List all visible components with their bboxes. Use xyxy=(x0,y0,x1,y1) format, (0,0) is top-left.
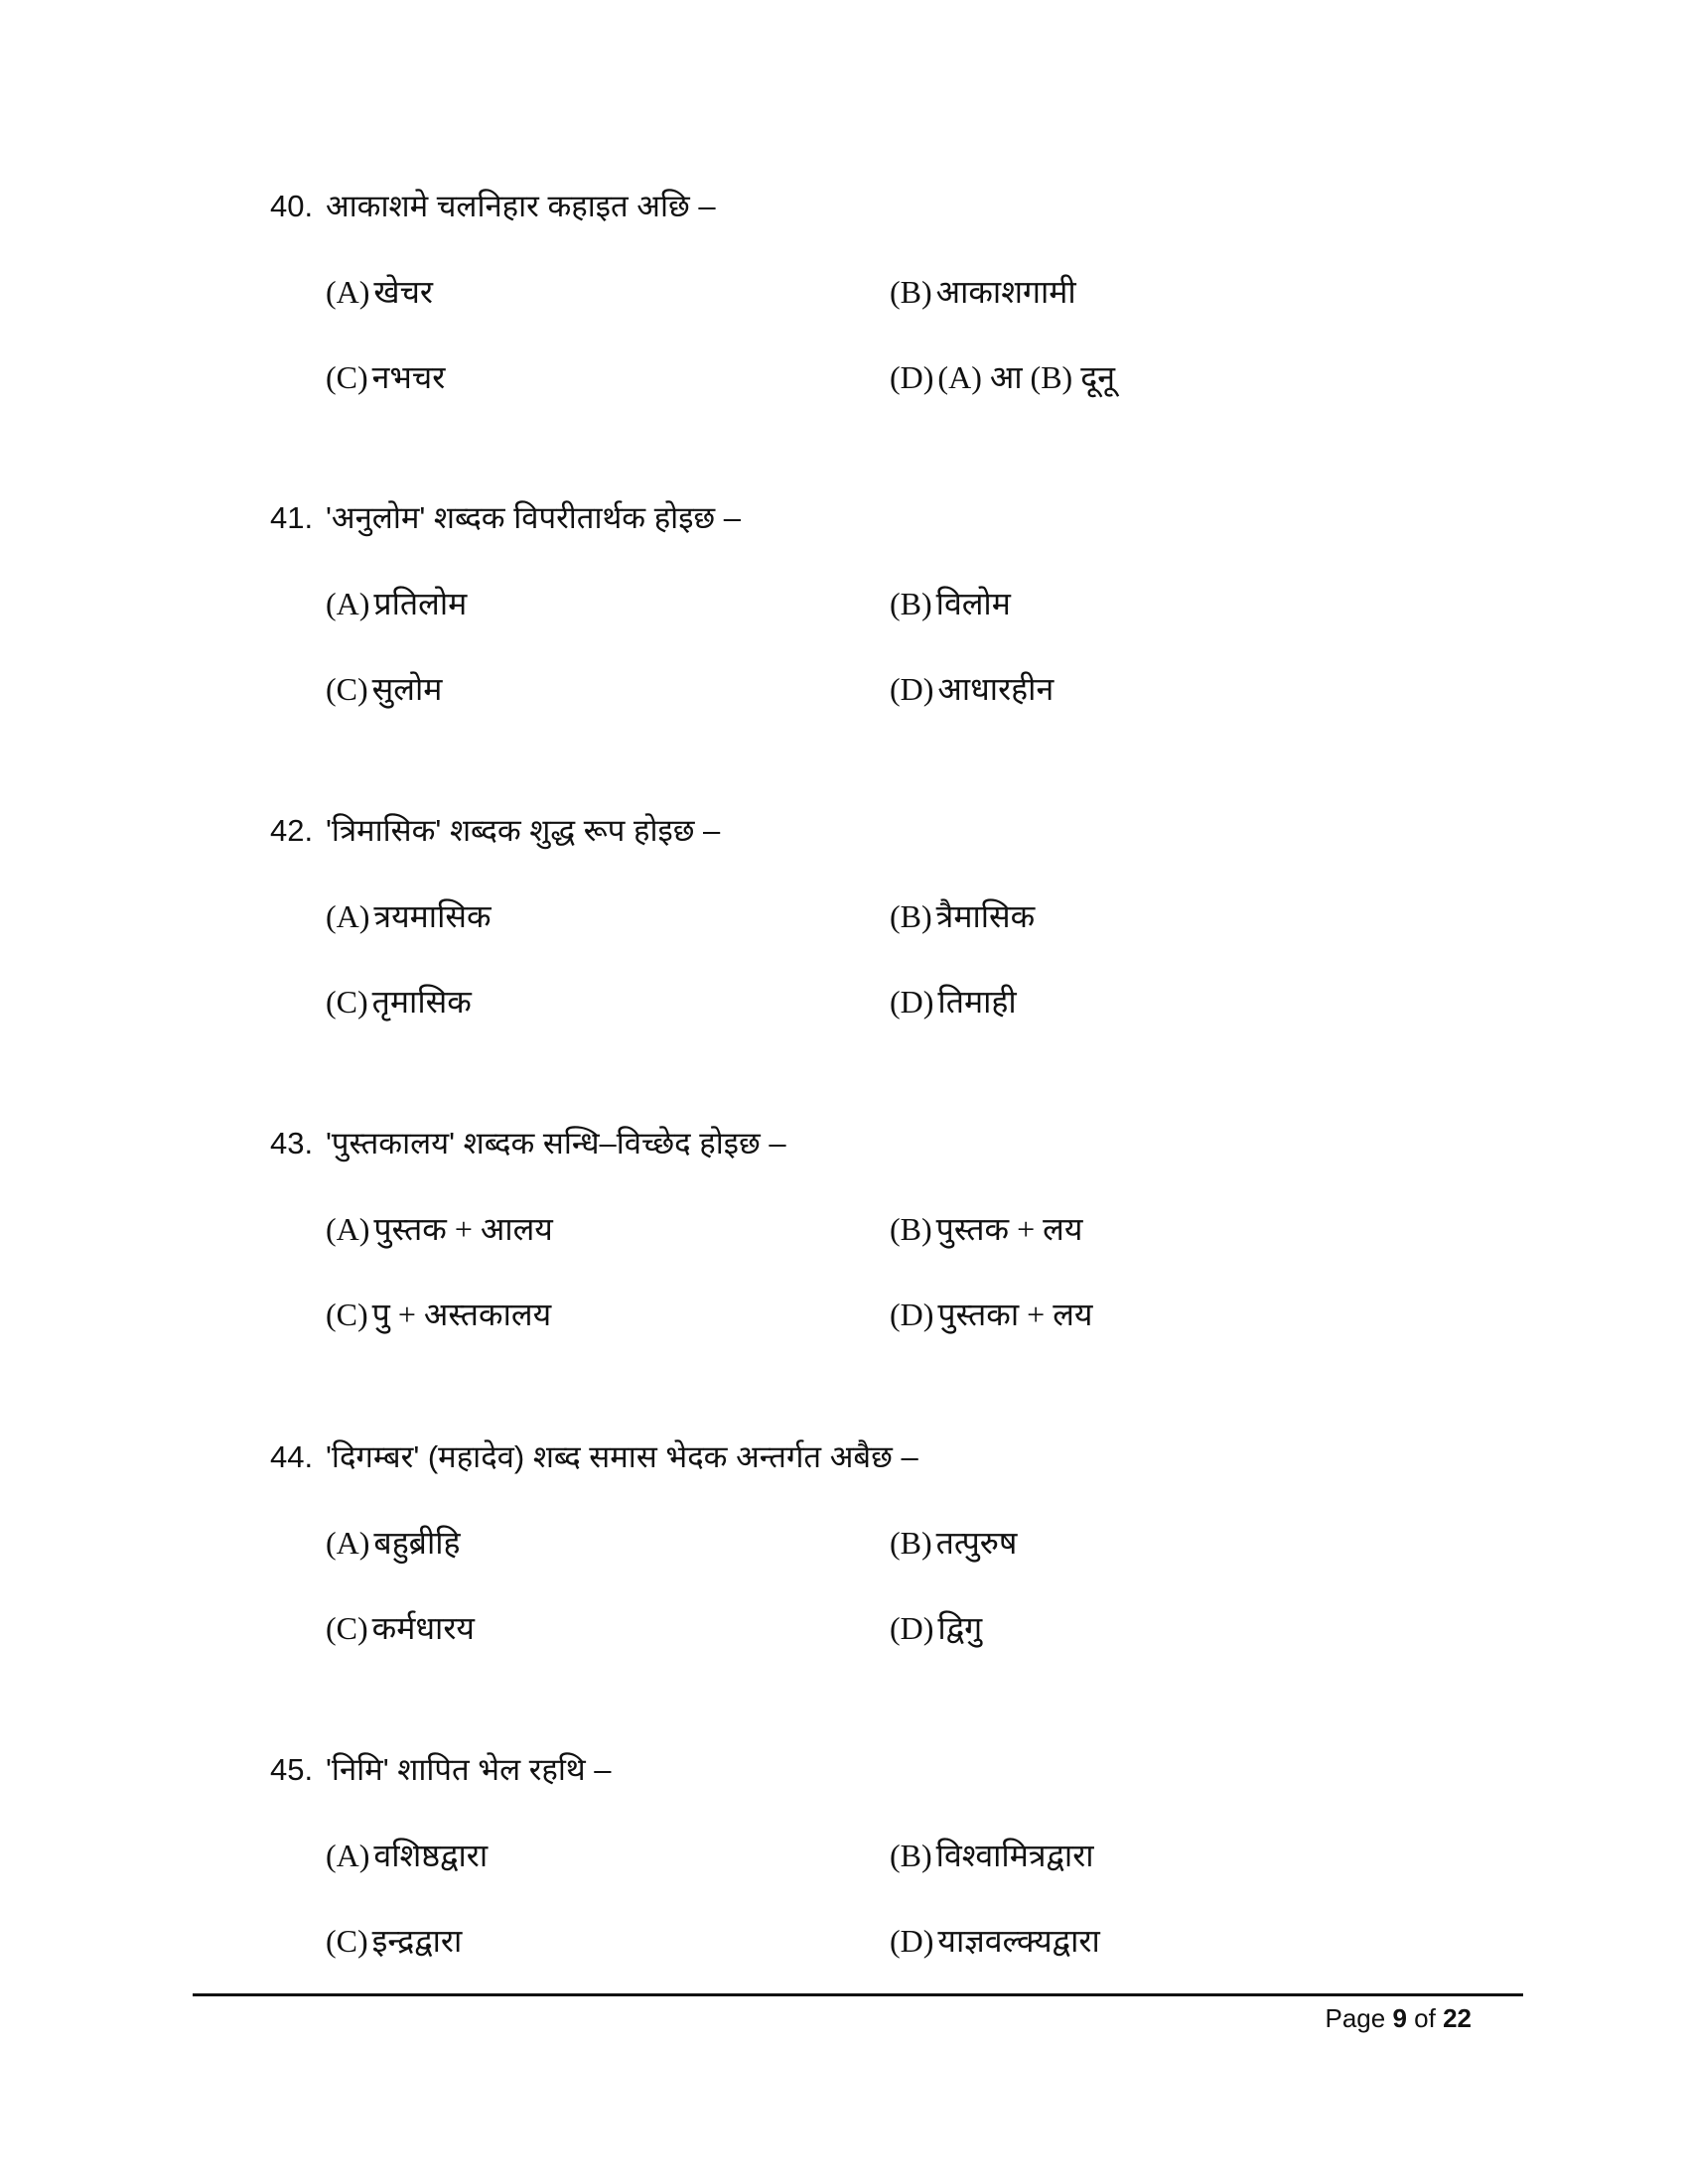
question-stem: 'दिगम्बर' (महादेव) शब्द समास भेदक अन्तर्गत अबैछ – xyxy=(326,1439,918,1474)
question-number: 40. xyxy=(270,189,314,223)
option-text: पु + अस्तकालय xyxy=(371,1297,552,1332)
option-text: आकाशगामी xyxy=(935,274,1076,310)
answer-option xyxy=(890,1293,1092,1335)
option-label: (D) xyxy=(890,984,934,1020)
page-number xyxy=(1325,2003,1472,2034)
question-stem: 'पुस्तकालय' शब्दक सन्धि–विच्छेद होइछ – xyxy=(326,1126,786,1160)
option-text: प्रतिलोम xyxy=(373,586,468,621)
question-text xyxy=(270,1122,786,1163)
answer-option xyxy=(326,894,492,937)
option-text: खेचर xyxy=(373,274,434,310)
option-text: त्रयमासिक xyxy=(373,898,492,934)
option-label: (C) xyxy=(326,359,368,395)
option-label: (A) xyxy=(326,1525,370,1561)
answer-option xyxy=(326,980,472,1023)
option-text: नभचर xyxy=(371,359,446,395)
option-label: (C) xyxy=(326,671,368,707)
question-number: 45. xyxy=(270,1752,314,1787)
option-label: (B) xyxy=(890,274,932,310)
question-text xyxy=(270,1748,612,1790)
option-text: इन्द्रद्वारा xyxy=(371,1923,463,1959)
option-text: पुस्तक + लय xyxy=(935,1211,1083,1247)
question-stem: आकाशमे चलनिहार कहाइत अछि – xyxy=(326,189,716,223)
answer-option xyxy=(890,270,1076,313)
answer-option xyxy=(326,582,467,624)
answer-option xyxy=(326,667,442,710)
option-label: (D) xyxy=(890,671,934,707)
question-stem: 'त्रिमासिक' शब्दक शुद्ध रूप होइछ – xyxy=(326,813,721,848)
option-label: (B) xyxy=(890,1211,932,1247)
option-label: (C) xyxy=(326,1610,368,1646)
option-text: आधारहीन xyxy=(937,671,1055,707)
question-text xyxy=(270,185,716,226)
answer-option xyxy=(890,1521,1017,1564)
question-text xyxy=(270,809,720,851)
page-word: Page xyxy=(1325,2003,1386,2033)
total-pages: 22 xyxy=(1443,2003,1472,2033)
option-label: (D) xyxy=(890,1923,934,1959)
option-label: (D) xyxy=(890,1610,934,1646)
option-text: त्रैमासिक xyxy=(935,898,1036,934)
answer-option xyxy=(326,1919,462,1962)
option-text: द्विगु xyxy=(937,1610,983,1646)
option-label: (B) xyxy=(890,586,932,621)
question-number: 43. xyxy=(270,1126,314,1160)
option-label: (A) xyxy=(326,274,370,310)
option-label: (A) xyxy=(326,586,370,621)
answer-option xyxy=(326,1606,475,1649)
option-label: (B) xyxy=(890,898,932,934)
footer-divider xyxy=(193,1993,1523,1996)
option-text: विश्वामित्रद्वारा xyxy=(935,1838,1094,1873)
answer-option xyxy=(890,1207,1082,1250)
option-text: तृमासिक xyxy=(371,984,472,1020)
option-label: (C) xyxy=(326,984,368,1020)
question-text xyxy=(270,1435,918,1477)
answer-option xyxy=(326,1521,461,1564)
question-stem: 'निमि' शापित भेल रहथि – xyxy=(326,1752,612,1787)
answer-option xyxy=(890,1919,1100,1962)
answer-option xyxy=(890,355,1115,398)
answer-option xyxy=(326,355,445,398)
option-label: (C) xyxy=(326,1923,368,1959)
option-text: तत्पुरुष xyxy=(935,1525,1018,1561)
question-number: 42. xyxy=(270,813,314,848)
option-label: (D) xyxy=(890,1297,934,1332)
answer-option xyxy=(890,980,1017,1023)
answer-option xyxy=(890,1606,982,1649)
answer-option xyxy=(326,1293,551,1335)
option-text: पुस्तका + लय xyxy=(937,1297,1093,1332)
option-label: (A) xyxy=(326,1211,370,1247)
answer-option xyxy=(890,894,1035,937)
answer-option xyxy=(326,1834,488,1876)
option-text: पुस्तक + आलय xyxy=(373,1211,553,1247)
option-text: कर्मधारय xyxy=(371,1610,475,1646)
option-label: (C) xyxy=(326,1297,368,1332)
answer-option xyxy=(326,1207,553,1250)
of-word: of xyxy=(1414,2003,1436,2033)
option-text: वशिष्ठद्वारा xyxy=(373,1838,489,1873)
question-text xyxy=(270,496,741,538)
option-label: (B) xyxy=(890,1838,932,1873)
option-text: (A) आ (B) दूनू xyxy=(937,359,1115,395)
current-page: 9 xyxy=(1392,2003,1407,2033)
answer-option xyxy=(326,270,433,313)
option-label: (D) xyxy=(890,359,934,395)
option-text: बहुब्रीहि xyxy=(373,1525,461,1561)
question-stem: 'अनुलोम' शब्दक विपरीतार्थक होइछ – xyxy=(326,500,742,535)
answer-option xyxy=(890,667,1054,710)
option-label: (B) xyxy=(890,1525,932,1561)
answer-option xyxy=(890,582,1011,624)
question-number: 41. xyxy=(270,500,314,535)
option-text: सुलोम xyxy=(371,671,443,707)
option-text: तिमाही xyxy=(937,984,1017,1020)
option-text: याज्ञवल्क्यद्वारा xyxy=(937,1923,1100,1959)
answer-option xyxy=(890,1834,1094,1876)
option-label: (A) xyxy=(326,1838,370,1873)
option-label: (A) xyxy=(326,898,370,934)
question-number: 44. xyxy=(270,1439,314,1474)
option-text: विलोम xyxy=(935,586,1011,621)
